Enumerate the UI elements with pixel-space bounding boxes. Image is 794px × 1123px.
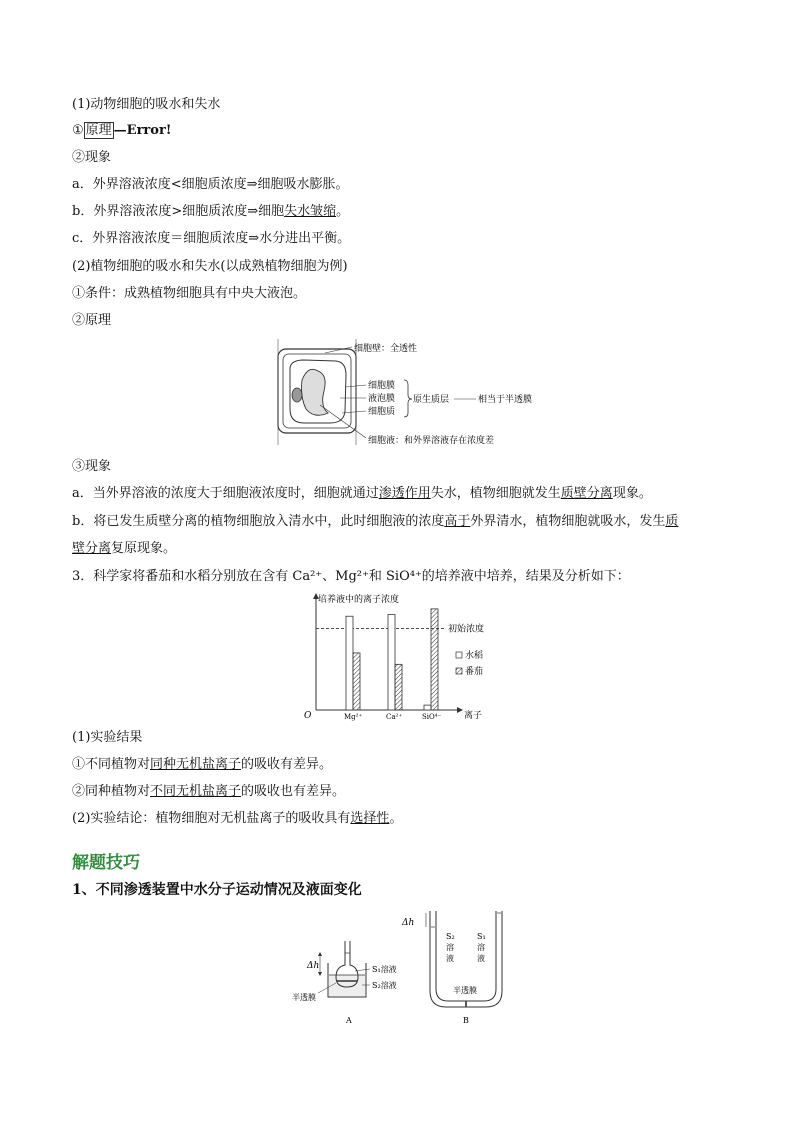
chart-xlabel: 离子 <box>464 711 483 721</box>
vacuole <box>302 369 329 415</box>
section-title-tips: 解题技巧 <box>72 853 140 873</box>
animal-b <box>72 203 349 221</box>
plant-phenomenon: ③现象 <box>72 459 112 474</box>
delta-h-b: Δh <box>402 918 415 928</box>
result-2-answer: 不同无机盐离子 <box>150 784 242 799</box>
chart-origin: O <box>304 711 312 721</box>
plant-b-answer-1: 高于 <box>444 514 471 529</box>
s1-label-a: S₁溶液 <box>372 965 397 974</box>
initial-concentration-label: 初始浓度 <box>448 624 485 635</box>
plant-cell-diagram <box>270 335 540 450</box>
bar-tomato-1 <box>395 664 402 710</box>
plant-principle: ②原理 <box>72 313 112 328</box>
legend-rice-swatch <box>456 652 462 658</box>
apparatus-a <box>292 941 397 1025</box>
experiment-intro: 3．科学家将番茄和水稻分别放在含有 Ca²⁺、Mg²⁺和 SiO⁴⁺的培养液中培养，结果及分析如下： <box>72 569 630 584</box>
s2-label-b: S₂ <box>446 932 455 941</box>
result-2 <box>72 783 345 801</box>
plant-a-post: 现象。 <box>612 486 652 501</box>
animal-b-pre: b．外界溶液浓度>细胞质浓度⇒细胞 <box>72 204 285 219</box>
chart-title: 培养液中的离子浓度 <box>318 595 400 605</box>
plant-b <box>72 513 678 531</box>
result-1-answer: 同种无机盐离子 <box>150 757 242 772</box>
result-2-post: 的吸收也有差异。 <box>241 784 346 799</box>
result-1-post: 的吸收有差异。 <box>241 757 333 772</box>
result-1-pre: ①不同植物对 <box>72 757 151 772</box>
tonoplast-label: 液泡膜 <box>368 394 396 404</box>
animal-a: a．外界溶液浓度<细胞质浓度⇒细胞吸水膨胀。 <box>72 177 349 192</box>
s1-label-b: S₁ <box>477 932 486 941</box>
plant-b-post: 复原现象。 <box>111 541 177 556</box>
principle-prefix: ① <box>72 123 84 138</box>
legend-rice-label: 水稻 <box>465 651 484 661</box>
osmosis-diagram <box>290 905 520 1030</box>
result-1 <box>72 756 332 774</box>
tips-item-1: 1、不同渗透装置中水分子运动情况及液面变化 <box>72 882 362 898</box>
wall-label: 细胞壁：全透性 <box>354 344 418 354</box>
plant-a-answer-1: 渗透作用 <box>378 486 431 501</box>
membrane-label-a: 半透膜 <box>292 993 316 1002</box>
category-label-0: Mg²⁺ <box>344 713 363 721</box>
plant-title: (2)植物细胞的吸水和失水(以成熟植物细胞为例) <box>72 259 348 274</box>
protoplast-brace <box>404 380 412 417</box>
principle-dash: — <box>113 123 127 138</box>
s1-ye: 液 <box>477 954 485 963</box>
animal-b-answer: 失水皱缩 <box>284 204 337 219</box>
plant-a <box>72 485 652 503</box>
label-b: B <box>463 1016 469 1025</box>
protoplast-label: 原生质层 <box>413 395 450 405</box>
s1-rong: 溶 <box>477 943 485 952</box>
animal-c: c．外界溶液浓度＝细胞质浓度⇒水分进出平衡。 <box>72 231 351 246</box>
plant-a-mid: 失水，植物细胞就发生 <box>430 486 561 501</box>
plant-b-cont <box>72 540 176 558</box>
label-a: A <box>346 1016 352 1025</box>
legend-tomato-label: 番茄 <box>465 667 484 677</box>
apparatus-b <box>401 911 502 1025</box>
s2-rong: 溶 <box>446 943 454 952</box>
semi-label: 相当于半透膜 <box>478 395 533 405</box>
bar-tomato-2 <box>431 609 438 710</box>
nucleus <box>292 388 302 402</box>
conclusion-pre: (2)实验结论：植物细胞对无机盐离子的吸收具有 <box>72 811 351 826</box>
bar-tomato-0 <box>353 653 360 710</box>
plant-a-pre: a．当外界溶液的浓度大于细胞液浓度时，细胞就通过 <box>72 486 379 501</box>
membrane-label: 细胞膜 <box>368 381 396 391</box>
animal-principle <box>72 122 172 140</box>
principle-error: Error! <box>126 123 172 138</box>
plant-condition: ①条件：成熟植物细胞具有中央大液泡。 <box>72 286 307 301</box>
legend-tomato-swatch <box>456 668 462 674</box>
plant-b-answer-2b: 壁分离 <box>72 541 112 556</box>
conclusion <box>72 810 402 828</box>
category-label-2: SiO⁴⁻ <box>422 713 442 721</box>
plant-b-mid: 外界清水，植物细胞就吸水，发生 <box>470 514 666 529</box>
bar-rice-2 <box>424 705 431 710</box>
bar-rice-1 <box>388 615 395 710</box>
bar-rice-0 <box>346 616 353 710</box>
delta-h-a: Δh <box>307 961 320 971</box>
s2-label-a: S₂溶液 <box>372 981 397 990</box>
result-2-pre: ②同种植物对 <box>72 784 151 799</box>
conclusion-answer: 选择性 <box>350 811 390 826</box>
cytoplasm-label: 细胞质 <box>368 407 396 417</box>
animal-title: (1)动物细胞的吸水和失水 <box>72 97 221 112</box>
animal-b-post: 。 <box>336 204 350 219</box>
result-title: (1)实验结果 <box>72 730 143 745</box>
animal-phenomenon: ②现象 <box>72 150 112 165</box>
ion-chart <box>298 590 528 725</box>
category-label-1: Ca²⁺ <box>386 713 403 721</box>
principle-label: 原理 <box>85 123 112 138</box>
s2-ye: 液 <box>446 954 454 963</box>
plant-b-answer-2a: 质 <box>665 514 679 529</box>
sap-label: 细胞液：和外界溶液存在浓度差 <box>368 436 495 446</box>
conclusion-post: 。 <box>389 811 403 826</box>
membrane-label-b: 半透膜 <box>453 986 477 995</box>
plant-a-answer-2: 质壁分离 <box>560 486 613 501</box>
plant-b-pre: b．将已发生质壁分离的植物细胞放入清水中，此时细胞液的浓度 <box>72 514 445 529</box>
